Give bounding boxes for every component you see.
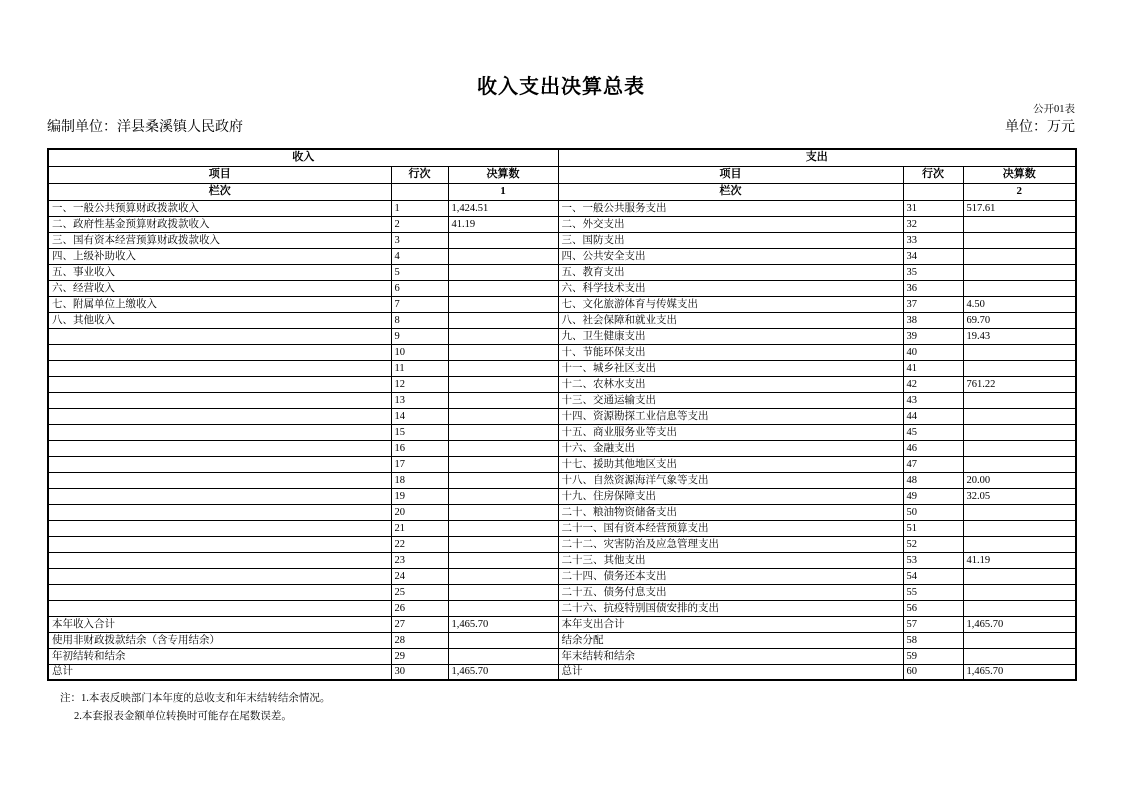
income-line-cell: 2 [391, 216, 448, 232]
table-row [48, 408, 1076, 424]
expense-line-cell: 47 [903, 456, 963, 472]
expense-amount-header: 决算数 [963, 166, 1076, 183]
expense-line-cell: 58 [903, 632, 963, 648]
expense-item-cell: 二十二、灾害防治及应急管理支出 [558, 536, 903, 552]
expense-item-cell: 二十六、抗疫特别国债安排的支出 [558, 600, 903, 616]
expense-amount-cell [963, 264, 1076, 280]
income-line-cell: 24 [391, 568, 448, 584]
expense-line-cell: 43 [903, 392, 963, 408]
expense-amount-cell [963, 360, 1076, 376]
income-amount-cell [448, 312, 558, 328]
income-amount-cell [448, 392, 558, 408]
income-item-cell [48, 552, 391, 568]
table-row [48, 328, 1076, 344]
income-section-header: 收入 [48, 149, 558, 166]
expense-line-cell: 45 [903, 424, 963, 440]
income-item-cell: 总计 [48, 664, 391, 680]
table-row [48, 520, 1076, 536]
income-line-cell: 16 [391, 440, 448, 456]
income-item-cell: 四、上级补助收入 [48, 248, 391, 264]
income-amount-cell: 1,465.70 [448, 664, 558, 680]
income-amount-cell: 1,424.51 [448, 200, 558, 216]
expense-item-cell: 总计 [558, 664, 903, 680]
income-amount-cell [448, 376, 558, 392]
income-line-cell: 17 [391, 456, 448, 472]
income-line-cell: 20 [391, 504, 448, 520]
expense-line-cell: 35 [903, 264, 963, 280]
income-item-cell: 六、经营收入 [48, 280, 391, 296]
expense-line-cell: 50 [903, 504, 963, 520]
income-line-cell: 6 [391, 280, 448, 296]
income-line-cell: 12 [391, 376, 448, 392]
expense-line-cell: 41 [903, 360, 963, 376]
income-amount-cell [448, 280, 558, 296]
table-row [48, 248, 1076, 264]
expense-item-cell: 十七、援助其他地区支出 [558, 456, 903, 472]
income-line-cell: 22 [391, 536, 448, 552]
income-line-cell: 14 [391, 408, 448, 424]
expense-line-cell: 36 [903, 280, 963, 296]
income-line-cell: 9 [391, 328, 448, 344]
expense-item-cell: 五、教育支出 [558, 264, 903, 280]
income-item-cell: 七、附属单位上缴收入 [48, 296, 391, 312]
expense-line-cell: 34 [903, 248, 963, 264]
expense-amount-cell [963, 344, 1076, 360]
income-line-cell: 21 [391, 520, 448, 536]
subheader-row [47, 116, 1075, 136]
income-line-cell: 25 [391, 584, 448, 600]
table-row [48, 280, 1076, 296]
income-item-cell: 三、国有资本经营预算财政拨款收入 [48, 232, 391, 248]
expense-item-cell: 十六、金融支出 [558, 440, 903, 456]
expense-item-cell: 四、公共安全支出 [558, 248, 903, 264]
expense-amount-cell [963, 568, 1076, 584]
expense-line-cell: 33 [903, 232, 963, 248]
section-header-row [48, 149, 1076, 166]
footnotes [60, 690, 1122, 726]
table-row [48, 584, 1076, 600]
table-row [48, 440, 1076, 456]
income-amount-cell: 41.19 [448, 216, 558, 232]
expense-item-cell: 三、国防支出 [558, 232, 903, 248]
income-amount-cell [448, 344, 558, 360]
income-line-cell: 4 [391, 248, 448, 264]
income-item-cell [48, 408, 391, 424]
income-item-cell [48, 392, 391, 408]
income-line-cell: 27 [391, 616, 448, 632]
table-row [48, 536, 1076, 552]
table-row [48, 392, 1076, 408]
table-row [48, 504, 1076, 520]
expense-item-cell: 十一、城乡社区支出 [558, 360, 903, 376]
income-item-cell: 五、事业收入 [48, 264, 391, 280]
expense-amount-cell [963, 248, 1076, 264]
expense-line-cell: 44 [903, 408, 963, 424]
income-amount-cell [448, 584, 558, 600]
table-row [48, 616, 1076, 632]
expense-lanci-label: 栏次 [558, 183, 903, 200]
income-item-cell [48, 344, 391, 360]
expense-amount-cell [963, 632, 1076, 648]
expense-amount-cell [963, 600, 1076, 616]
table-row [48, 568, 1076, 584]
income-line-cell: 30 [391, 664, 448, 680]
expense-line-cell: 59 [903, 648, 963, 664]
expense-column-index: 2 [963, 183, 1076, 200]
expense-amount-cell [963, 216, 1076, 232]
income-line-cell: 28 [391, 632, 448, 648]
expense-line-cell: 37 [903, 296, 963, 312]
income-line-cell: 13 [391, 392, 448, 408]
expense-line-header: 行次 [903, 166, 963, 183]
table-row [48, 664, 1076, 680]
table-row [48, 376, 1076, 392]
expense-line-cell: 48 [903, 472, 963, 488]
table-row [48, 472, 1076, 488]
table-row [48, 296, 1076, 312]
column-header-row [48, 166, 1076, 183]
expense-item-cell: 六、科学技术支出 [558, 280, 903, 296]
expense-item-cell: 十五、商业服务业等支出 [558, 424, 903, 440]
table-row [48, 600, 1076, 616]
expense-amount-cell [963, 440, 1076, 456]
expense-line-cell: 49 [903, 488, 963, 504]
income-item-cell [48, 360, 391, 376]
expense-amount-cell [963, 456, 1076, 472]
income-column-index: 1 [448, 183, 558, 200]
table-row [48, 632, 1076, 648]
income-line-cell: 23 [391, 552, 448, 568]
income-line-header: 行次 [391, 166, 448, 183]
income-item-cell: 一、一般公共预算财政拨款收入 [48, 200, 391, 216]
expense-lanci-line-blank [903, 183, 963, 200]
expense-item-cell: 二十四、债务还本支出 [558, 568, 903, 584]
expense-item-cell: 十、节能环保支出 [558, 344, 903, 360]
expense-amount-cell: 1,465.70 [963, 664, 1076, 680]
expense-amount-cell [963, 232, 1076, 248]
prepared-by-label: 编制单位：洋县桑溪镇人民政府 [47, 120, 243, 135]
expense-item-cell: 二十三、其他支出 [558, 552, 903, 568]
expense-item-header: 项目 [558, 166, 903, 183]
income-amount-cell [448, 296, 558, 312]
expense-amount-cell: 20.00 [963, 472, 1076, 488]
expense-amount-cell [963, 536, 1076, 552]
page-title: 收入支出决算总表 [477, 76, 645, 98]
income-amount-cell [448, 552, 558, 568]
expense-amount-cell [963, 504, 1076, 520]
expense-item-cell: 结余分配 [558, 632, 903, 648]
expense-amount-cell: 69.70 [963, 312, 1076, 328]
income-item-cell [48, 536, 391, 552]
table-row [48, 344, 1076, 360]
expense-item-cell: 八、社会保障和就业支出 [558, 312, 903, 328]
expense-line-cell: 54 [903, 568, 963, 584]
expense-item-cell: 二十一、国有资本经营预算支出 [558, 520, 903, 536]
income-amount-cell [448, 568, 558, 584]
income-amount-cell [448, 536, 558, 552]
income-line-cell: 7 [391, 296, 448, 312]
income-amount-cell [448, 440, 558, 456]
income-amount-cell [448, 488, 558, 504]
income-amount-cell [448, 632, 558, 648]
expense-line-cell: 42 [903, 376, 963, 392]
income-item-cell [48, 520, 391, 536]
income-line-cell: 5 [391, 264, 448, 280]
income-item-cell: 使用非财政拨款结余（含专用结余） [48, 632, 391, 648]
income-amount-cell [448, 408, 558, 424]
expense-section-header: 支出 [558, 149, 1076, 166]
expense-amount-cell: 4.50 [963, 296, 1076, 312]
income-item-cell: 年初结转和结余 [48, 648, 391, 664]
expense-item-cell: 本年支出合计 [558, 616, 903, 632]
income-item-cell [48, 376, 391, 392]
expense-amount-cell: 19.43 [963, 328, 1076, 344]
table-row [48, 264, 1076, 280]
column-index-row [48, 183, 1076, 200]
table-row [48, 216, 1076, 232]
expense-line-cell: 31 [903, 200, 963, 216]
expense-line-cell: 60 [903, 664, 963, 680]
income-line-cell: 11 [391, 360, 448, 376]
expense-line-cell: 51 [903, 520, 963, 536]
table-row [48, 552, 1076, 568]
income-line-cell: 15 [391, 424, 448, 440]
income-item-cell [48, 488, 391, 504]
income-amount-cell [448, 232, 558, 248]
expense-line-cell: 39 [903, 328, 963, 344]
expense-item-cell: 一、一般公共服务支出 [558, 200, 903, 216]
expense-item-cell: 十四、资源勘探工业信息等支出 [558, 408, 903, 424]
income-item-cell [48, 568, 391, 584]
income-item-cell [48, 456, 391, 472]
table-body [48, 200, 1076, 680]
expense-item-cell: 七、文化旅游体育与传媒支出 [558, 296, 903, 312]
income-lanci-line-blank [391, 183, 448, 200]
expense-amount-cell [963, 424, 1076, 440]
expense-amount-cell: 517.61 [963, 200, 1076, 216]
income-item-cell [48, 504, 391, 520]
income-item-cell [48, 600, 391, 616]
income-item-cell [48, 440, 391, 456]
expense-amount-cell: 41.19 [963, 552, 1076, 568]
income-line-cell: 19 [391, 488, 448, 504]
income-amount-cell [448, 248, 558, 264]
table-row [48, 312, 1076, 328]
expense-item-cell: 二十五、债务付息支出 [558, 584, 903, 600]
expense-line-cell: 46 [903, 440, 963, 456]
income-amount-cell [448, 472, 558, 488]
expense-amount-cell [963, 280, 1076, 296]
expense-amount-cell: 32.05 [963, 488, 1076, 504]
table-code-label: 公开01表 [1033, 104, 1075, 115]
income-amount-cell [448, 504, 558, 520]
income-line-cell: 26 [391, 600, 448, 616]
income-lanci-label: 栏次 [48, 183, 391, 200]
expense-item-cell: 十三、交通运输支出 [558, 392, 903, 408]
expense-item-cell: 十八、自然资源海洋气象等支出 [558, 472, 903, 488]
income-item-cell [48, 472, 391, 488]
income-amount-cell: 1,465.70 [448, 616, 558, 632]
table-row [48, 488, 1076, 504]
table-row [48, 456, 1076, 472]
expense-line-cell: 53 [903, 552, 963, 568]
expense-amount-cell [963, 392, 1076, 408]
table-row [48, 232, 1076, 248]
income-line-cell: 29 [391, 648, 448, 664]
income-line-cell: 3 [391, 232, 448, 248]
table-row [48, 200, 1076, 216]
income-line-cell: 8 [391, 312, 448, 328]
expense-amount-cell [963, 648, 1076, 664]
income-amount-cell [448, 424, 558, 440]
income-item-cell: 八、其他收入 [48, 312, 391, 328]
expense-line-cell: 52 [903, 536, 963, 552]
expense-line-cell: 40 [903, 344, 963, 360]
table-header [48, 149, 1076, 200]
income-amount-cell [448, 520, 558, 536]
expense-line-cell: 38 [903, 312, 963, 328]
income-amount-header: 决算数 [448, 166, 558, 183]
expense-item-cell: 二、外交支出 [558, 216, 903, 232]
expense-item-cell: 年末结转和结余 [558, 648, 903, 664]
expense-item-cell: 十九、住房保障支出 [558, 488, 903, 504]
income-amount-cell [448, 360, 558, 376]
expense-amount-cell [963, 584, 1076, 600]
expense-line-cell: 32 [903, 216, 963, 232]
final-accounts-table [47, 148, 1077, 681]
expense-line-cell: 55 [903, 584, 963, 600]
footnote-1: 注：1.本表反映部门本年度的总收支和年末结转结余情况。 [60, 693, 331, 704]
income-amount-cell [448, 264, 558, 280]
income-line-cell: 10 [391, 344, 448, 360]
expense-item-cell: 十二、农林水支出 [558, 376, 903, 392]
income-line-cell: 1 [391, 200, 448, 216]
income-item-cell [48, 424, 391, 440]
expense-line-cell: 56 [903, 600, 963, 616]
expense-line-cell: 57 [903, 616, 963, 632]
table-row [48, 424, 1076, 440]
income-amount-cell [448, 648, 558, 664]
income-item-cell: 二、政府性基金预算财政拨款收入 [48, 216, 391, 232]
unit-label: 单位：万元 [1005, 120, 1075, 135]
income-amount-cell [448, 456, 558, 472]
income-item-cell: 本年收入合计 [48, 616, 391, 632]
expense-amount-cell [963, 520, 1076, 536]
table-row [48, 648, 1076, 664]
income-item-cell [48, 584, 391, 600]
expense-amount-cell: 761.22 [963, 376, 1076, 392]
expense-item-cell: 九、卫生健康支出 [558, 328, 903, 344]
income-item-cell [48, 328, 391, 344]
footnote-2: 2.本套报表金额单位转换时可能存在尾数误差。 [74, 711, 292, 722]
income-amount-cell [448, 328, 558, 344]
expense-item-cell: 二十、粮油物资储备支出 [558, 504, 903, 520]
income-line-cell: 18 [391, 472, 448, 488]
expense-amount-cell [963, 408, 1076, 424]
income-amount-cell [448, 600, 558, 616]
income-item-header: 项目 [48, 166, 391, 183]
expense-amount-cell: 1,465.70 [963, 616, 1076, 632]
table-row [48, 360, 1076, 376]
